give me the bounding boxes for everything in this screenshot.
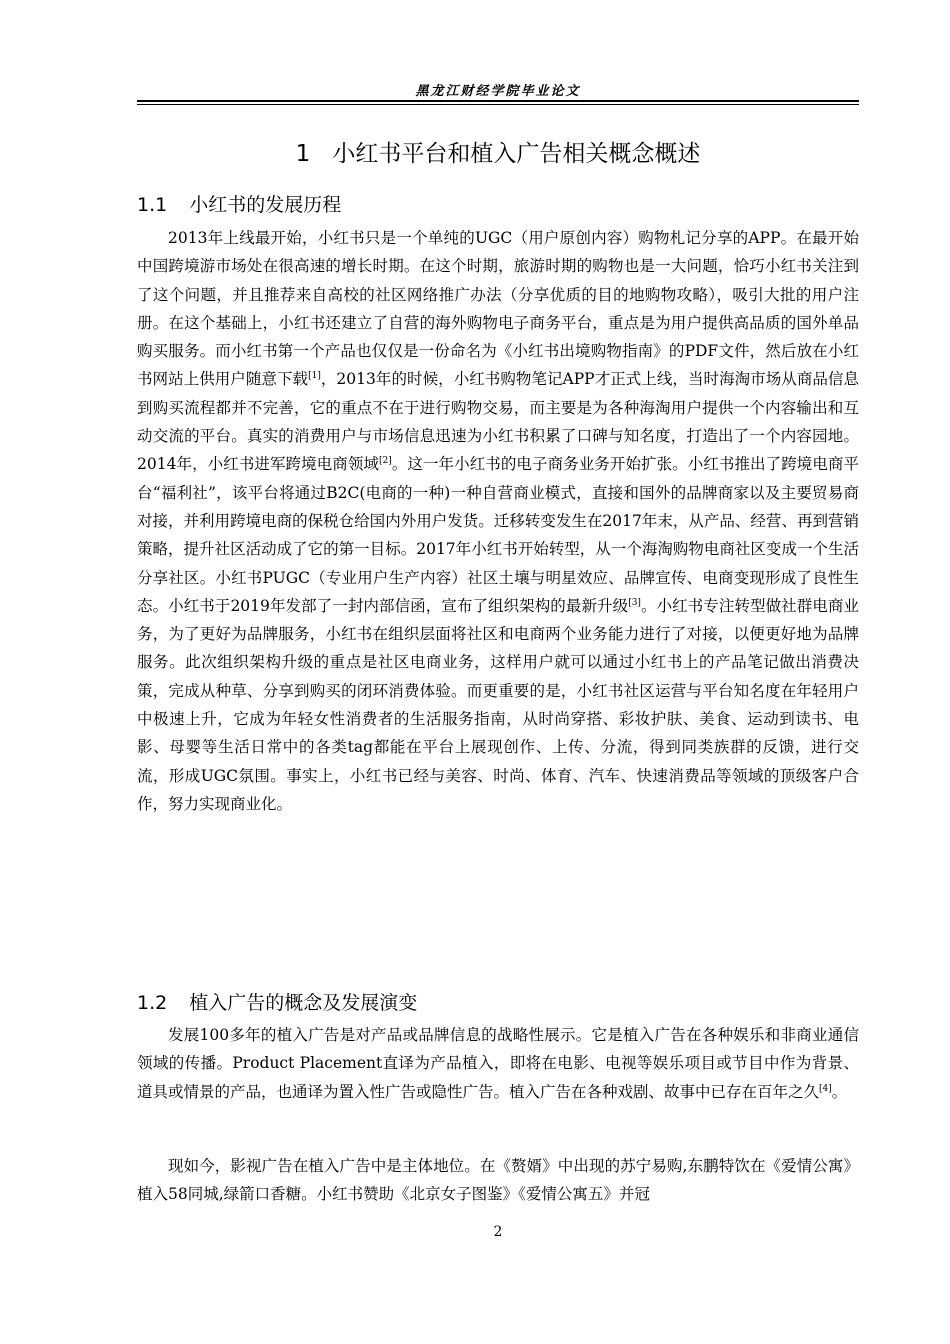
section-title: 植入广告的概念及发展演变 [189,992,418,1014]
citation: [1] [308,371,321,382]
running-header: 黑龙江财经学院毕业论文 [415,84,581,99]
chapter-number: 1 [295,141,311,167]
paragraph-1-1 [137,224,859,818]
section-title: 小红书的发展历程 [189,194,342,216]
citation: [2] [379,456,392,467]
paragraph-text: 2013年上线最开始，小红书只是一个单纯的UGC（用户原创内容）购物札记分享的APP。在最开始中国跨境游市场处在很高速的增长时期。在这个时期，旅游时期的购物也是一大问题，恰巧小红书关注到了这个问题，并且推荐来自高校的社区网络推广办法（分享优质的目的地购物攻略），吸引大批的用户注册。在这个基础上，小红书还建立了自营的海外购物电子商务平台，重点是为用户提供高品质的国外单品购买服务。而小红书第一个产品也仅仅是一份命名为《小红书出境购物指南》的PDF文件，然后放在小红书网站上供用户随意下载 [137,229,859,389]
paragraph-text: 。小红书专注转型做社群电商业务，为了更好为品牌服务，小红书在组织层面将社区和电商两个业务能力进行了对接，以便更好地为品牌服务。此次组织架构升级的重点是社区电商业务，这样用户就可以通过小红书上的产品笔记做出消费决策，完成从种草、分享到购买的闭环消费体验。而更重要的是，小红书社区运营与平台知名度在年轻用户中极速上升，它成为年轻女性消费者的生活服务指南，从时尚穿搭、彩妆护肤、美食、运动到读书、电影、母婴等生活日常中的各类tag都能在平台上展现创作、上传、分流，得到同类族群的反馈，进行交流，形成UGC氛围。事实上，小红书已经与美容、时尚、体育、汽车、快速消费品等领域的顶级客户合作，努力实现商业化。 [137,596,859,813]
paragraph-1-2-b: 现如今，影视广告在植入广告中是主体地位。在《赘婿》中出现的苏宁易购,东鹏特饮在《爱情公寓》植入58同城,绿箭口香糖。小红书赞助《北京女子图鉴》《爱情公寓五》并冠 [137,1157,859,1204]
paragraph-1-2-a [137,1021,859,1106]
section-number: 1.1 [137,194,168,216]
paragraph-text: 。这一年小红书的电子商务业务开始扩张。小红书推出了跨境电商平台“福利社”，该平台将通过B2C(电商的一种)一种自营商业模式，直接和国外的品牌商家以及主要贸易商对接，并利用跨境电商的保税仓给国内外用户发货。迁移转变发生在2017年末，从产品、经营、再到营销策略，提升社区活动成了它的第一目标。2017年小红书开始转型，从一个海淘购物电商社区变成一个生活分享社区。小红书PUGC（专业用户生产内容）社区土壤与明星效应、品牌宣传、电商变现形成了良性生态。小红书于2019年发部了一封内部信函，宣布了组织架构的最新升级 [137,455,859,615]
paragraph-text: 。 [831,1082,848,1101]
section-heading-1-2 [137,988,859,1015]
chapter-title-text: 小红书平台和植入广告相关概念概述 [332,141,701,167]
paragraph-text: ，2013年的时候，小红书购物笔记APP才正式上线，当时海淘市场从商品信息到购买流程都并不完善，它的重点不在于进行购物交易，而主要是为各种海淘用户提供一个内容输出和互动交流的平台。真实的消费用户与市场信息迅速为小红书积累了口碑与知名度，打造出了一个内容园地。2014年，小红书进军跨境电商领域 [137,370,859,474]
citation: [4] [819,1083,832,1094]
section-heading-1-1 [137,190,859,217]
paragraph-text: 发展100多年的植入广告是对产品或品牌信息的战略性展示。它是植入广告在各种娱乐和非商业通信领域的传播。Product Placement直译为产品植入，即将在电影、电视等娱乐项目或节目中作为背景、道具或情景的产品，也通译为置入性广告或隐性广告。植入广告在各种戏剧、故事中已存在百年之久 [137,1026,859,1101]
section-number: 1.2 [137,992,168,1014]
header-rule-thin [137,104,859,105]
page-number: 2 [493,1224,503,1240]
header-rule-thick [137,100,859,102]
chapter-title [137,135,859,168]
citation: [3] [628,597,641,608]
